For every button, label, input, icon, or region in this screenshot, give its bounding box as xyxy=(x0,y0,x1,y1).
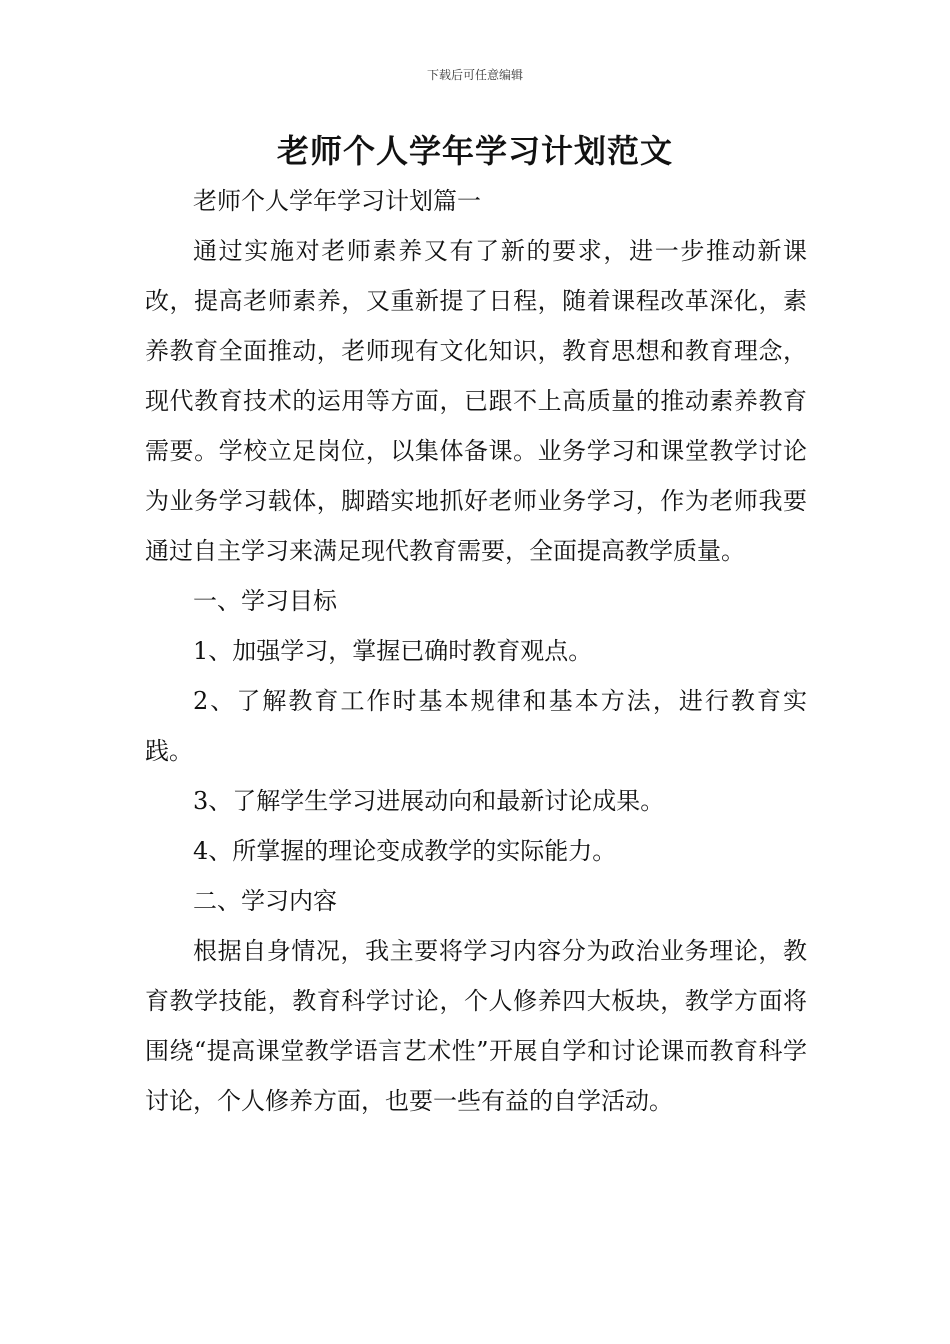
goal-item-1: 1、加强学习，掌握已确时教育观点。 xyxy=(193,637,593,665)
goal-item-3: 3、了解学生学习进展动向和最新讨论成果。 xyxy=(193,787,665,815)
goal-item-2: 2、了解教育工作时基本规律和基本方法，进行教育实践。 xyxy=(145,687,807,765)
section-heading-content: 二、学习内容 xyxy=(193,887,337,915)
paragraph-intro: 通过实施对老师素养又有了新的要求，进一步推动新课改，提高老师素养，又重新提了日程，随着课程改革深化，素养教育全面推动，老师现有文化知识，教育思想和教育理念，现代教育技术的运用等方面，已跟不上高质量的推动素养教育需要。学校立足岗位，以集体备课。业务学习和课堂教学讨论为业务学习载体，脚踏实地抓好老师业务学习，作为老师我要通过自主学习来满足现代教育需要，全面提高教学质量。 xyxy=(145,237,807,565)
section-heading-goals: 一、学习目标 xyxy=(193,587,337,615)
document-body xyxy=(145,176,807,1126)
paragraph-content: 根据自身情况，我主要将学习内容分为政治业务理论，教育教学技能，教育科学讨论，个人修养四大板块，教学方面将围绕“提高课堂教学语言艺术性”开展自学和讨论课而教育科学讨论，个人修养方面，也要一些有益的自学活动。 xyxy=(145,937,807,1115)
document-title: 老师个人学年学习计划范文 xyxy=(276,132,673,170)
section-heading-plan-one: 老师个人学年学习计划篇一 xyxy=(193,187,481,215)
header-note: 下载后可任意编辑 xyxy=(426,68,523,82)
goal-item-4: 4、所掌握的理论变成教学的实际能力。 xyxy=(193,837,617,865)
